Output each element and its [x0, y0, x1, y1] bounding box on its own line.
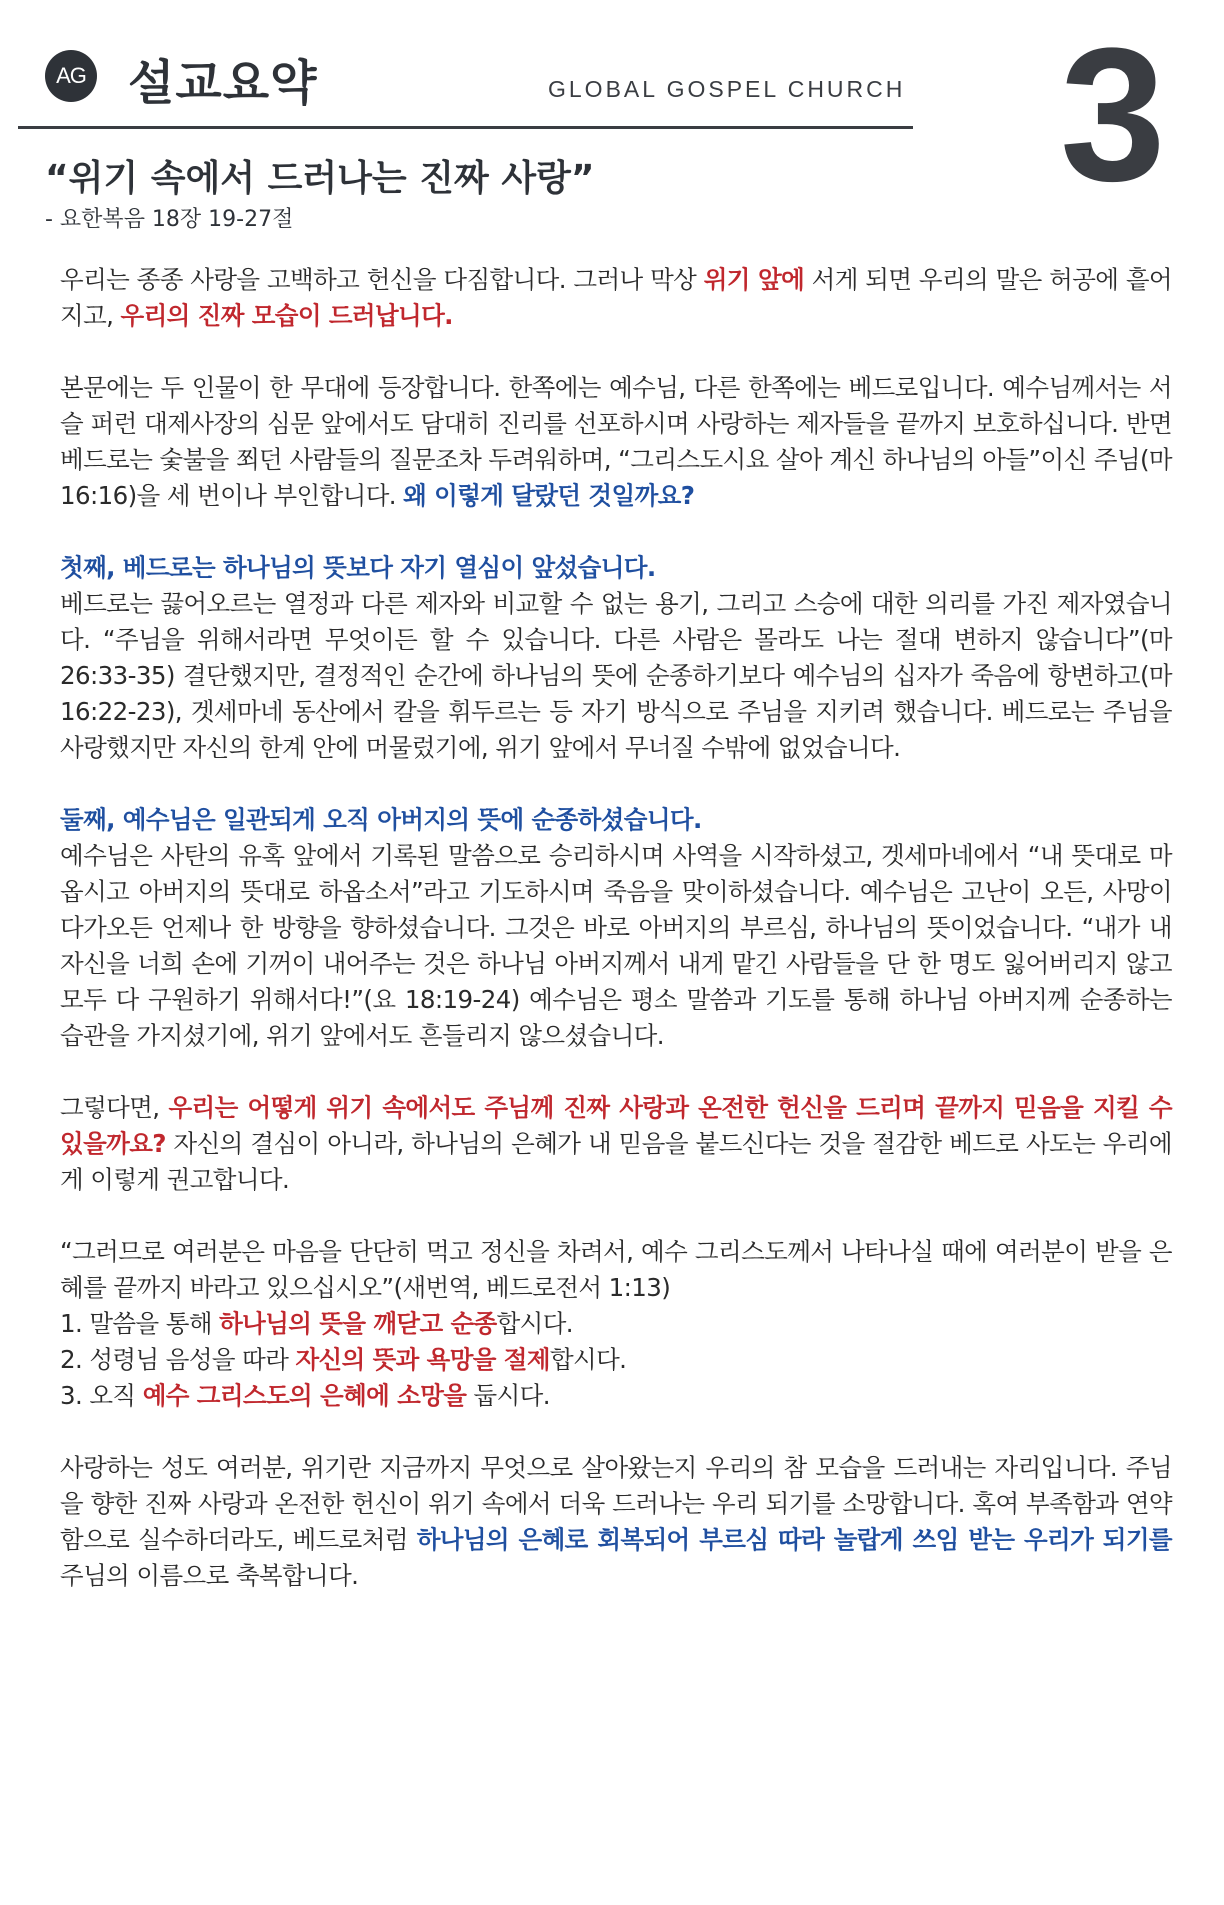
church-logo: AG	[45, 50, 97, 102]
highlight: 왜 이렇게 달랐던 것일까요?	[403, 481, 695, 510]
second-point-body: 예수님은 사탄의 유혹 앞에서 기록된 말씀으로 승리하시며 사역을 시작하셨고, 겟세마네에서 “내 뜻대로 마옵시고 아버지의 뜻대로 하옵소서”라고 기도하시며 죽음을 맞이하셨습니다. 예수님은 고난이 오든, 사망이 다가오든 언제나 한 방향을 향하셨습니다. 그것은 바로 아버지의 부르심, 하나님의 뜻이었습니다. “내가 내 자신을 너희 손에 기꺼이 내어주는 것은 하나님 아버지께서 내게 맡긴 사람들을 단 한 명도 잃어버리지 않고 모두 다 구원하기 위해서다!”(요 18:19-24) 예수님은 평소 말씀과 기도를 통해 하나님 아버지께 순종하는 습관을 가지셨기에, 위기 앞에서도 흔들리지 않으셨습니다.	[60, 841, 1172, 1050]
scripture-reference: - 요한복음 18장 19-27절	[45, 207, 294, 232]
application-item: 2. 성령님 음성을 따라 자신의 뜻과 욕망을 절제합시다.	[60, 1345, 627, 1374]
first-point-heading: 첫째, 베드로는 하나님의 뜻보다 자기 열심이 앞섰습니다.	[60, 553, 656, 582]
application-item: 3. 오직 예수 그리스도의 은혜에 소망을 둡시다.	[60, 1381, 550, 1410]
highlight: 위기 앞에	[703, 265, 805, 294]
church-name: GLOBAL GOSPEL CHURCH	[548, 76, 906, 102]
application-item: 1. 말씀을 통해 하나님의 뜻을 깨닫고 순종합시다.	[60, 1309, 573, 1338]
sermon-body	[60, 262, 1172, 1630]
highlight: 우리의 진짜 모습이 드러납니다.	[120, 301, 453, 330]
closing-paragraph: 사랑하는 성도 여러분, 위기란 지금까지 무엇으로 살아왔는지 우리의 참 모습을 드러내는 자리입니다. 주님을 향한 진짜 사랑과 온전한 헌신이 위기 속에서 더욱 드러나는 우리 되기를 소망합니다. 혹여 부족함과 연약함으로 실수하더라도, 베드로처럼 하나님의 은혜로 회복되어 부르심 따라 놀랍게 쓰임 받는 우리가 되기를 주님의 이름으로 축복합니다.	[60, 1453, 1172, 1590]
intro-paragraph: 우리는 종종 사랑을 고백하고 헌신을 다짐합니다. 그러나 막상 위기 앞에 서게 되면 우리의 말은 허공에 흩어지고, 우리의 진짜 모습이 드러납니다.	[60, 265, 1172, 330]
second-point	[60, 802, 1172, 1054]
question-paragraph: 그렇다면, 우리는 어떻게 위기 속에서도 주님께 진짜 사랑과 온전한 헌신을 드리며 끝까지 믿음을 지킬 수 있을까요? 자신의 결심이 아니라, 하나님의 은혜가 내 믿음을 붙드신다는 것을 절감한 베드로 사도는 우리에게 이렇게 권고합니다.	[60, 1093, 1172, 1194]
sermon-title: “위기 속에서 드러나는 진짜 사랑”	[45, 158, 595, 199]
scripture-quote: “그러므로 여러분은 마음을 단단히 먹고 정신을 차려서, 예수 그리스도께서 나타나실 때에 여러분이 받을 은혜를 끝까지 바라고 있으십시오”(새번역, 베드로전서 1:13)	[60, 1237, 1172, 1302]
first-point-body: 베드로는 끓어오르는 열정과 다른 제자와 비교할 수 없는 용기, 그리고 스승에 대한 의리를 가진 제자였습니다. “주님을 위해서라면 무엇이든 할 수 있습니다. 다른 사람은 몰라도 나는 절대 변하지 않습니다”(마 26:33-35) 결단했지만, 결정적인 순간에 하나님의 뜻에 순종하기보다 예수님의 십자가 죽음에 항변하고(마 16:22-23), 겟세마네 동산에서 칼을 휘두르는 등 자기 방식으로 주님을 지키려 했습니다. 베드로는 주님을 사랑했지만 자신의 한계 안에 머물렀기에, 위기 앞에서 무너질 수밖에 없었습니다.	[60, 589, 1172, 762]
highlight: 우리는 어떻게 위기 속에서도 주님께 진짜 사랑과 온전한 헌신을 드리며 끝까지 믿음을 지킬 수 있을까요?	[60, 1093, 1172, 1158]
first-point	[60, 550, 1172, 766]
second-point-heading: 둘째, 예수님은 일관되게 오직 아버지의 뜻에 순종하셨습니다.	[60, 805, 702, 834]
header-divider	[18, 126, 913, 129]
page-number: 3	[1060, 9, 1166, 221]
page-title: 설교요약	[128, 55, 318, 111]
highlight: 예수 그리스도의 은혜에 소망을	[142, 1381, 467, 1410]
highlight: 자신의 뜻과 욕망을 절제	[295, 1345, 550, 1374]
highlight: 하나님의 뜻을 깨닫고 순종	[219, 1309, 497, 1338]
highlight: 하나님의 은혜로 회복되어 부르심 따라 놀랍게 쓰임 받는 우리가 되기를	[416, 1525, 1172, 1554]
context-paragraph: 본문에는 두 인물이 한 무대에 등장합니다. 한쪽에는 예수님, 다른 한쪽에는 베드로입니다. 예수님께서는 서슬 퍼런 대제사장의 심문 앞에서도 담대히 진리를 선포하시며 사랑하는 제자들을 끝까지 보호하십니다. 반면 베드로는 숯불을 쬐던 사람들의 질문조차 두려워하며, “그리스도시요 살아 계신 하나님의 아들”이신 주님(마 16:16)을 세 번이나 부인합니다. 왜 이렇게 달랐던 것일까요?	[60, 373, 1172, 510]
